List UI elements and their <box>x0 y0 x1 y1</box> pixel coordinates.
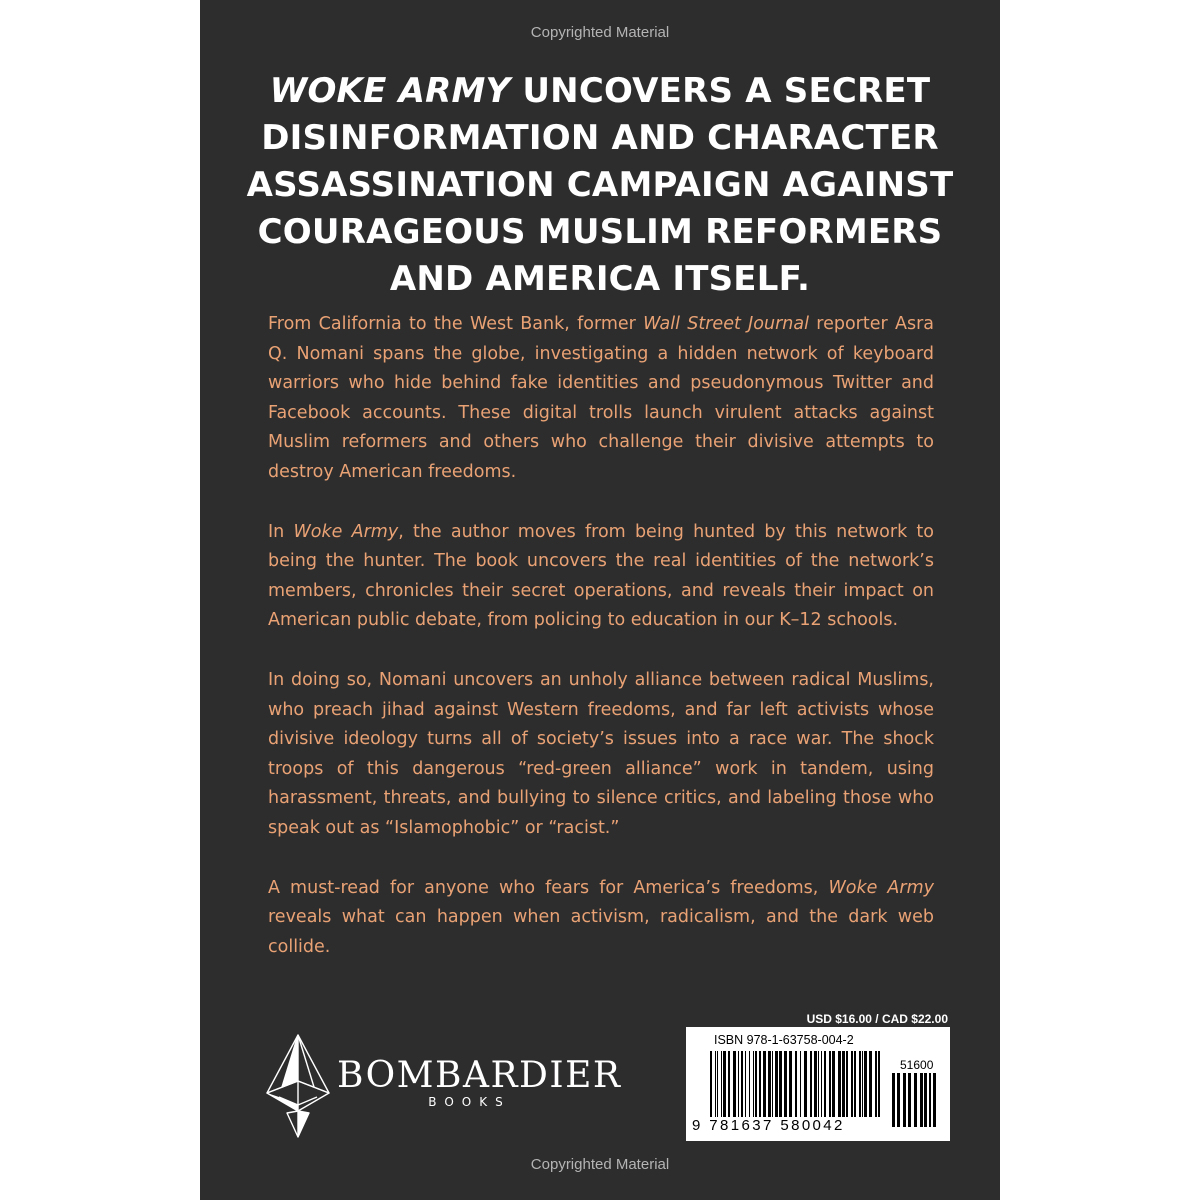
blurb-italic: Woke Army <box>293 521 399 542</box>
blurb <box>268 310 934 962</box>
headline-title: WOKE ARMY <box>269 71 511 111</box>
blurb-paragraph-3 <box>268 666 934 844</box>
blurb-text: In doing so, Nomani uncovers an unholy alliance between radical Muslims, who preach jihad against Western freedoms, and far left activists whose divisive ideology turns all of society’s issues into a race war. The shock troops of this dangerous “red-green alliance” work in tandem, using harassment, threats, and bullying to silence critics, and labeling those who speak out as “Islamophobic” or “racist.” <box>268 669 934 838</box>
blurb-text: A must-read for anyone who fears for America’s freedoms, <box>268 877 829 898</box>
book-back-cover <box>200 0 1000 1200</box>
headline <box>230 68 970 303</box>
blurb-italic: Woke Army <box>828 877 935 898</box>
barcode-panel <box>686 1027 950 1141</box>
blurb-text: reveals what can happen when activism, radicalism, and the dark web collide. <box>268 907 934 957</box>
blurb-text: In <box>268 521 294 542</box>
blurb-paragraph-4 <box>268 874 934 963</box>
watermark-bottom: Copyrighted Material <box>530 1156 670 1173</box>
isbn-label: ISBN 978-1-63758-004-2 <box>714 1033 854 1047</box>
barcode-addon-code: 51600 <box>900 1058 934 1072</box>
publisher-logo <box>265 1033 622 1145</box>
headline-text: UNCOVERS A SECRET DISINFORMATION AND CHARACTER ASSASSINATION CAMPAIGN AGAINST COURAGEOUS MUSLIM REFORMERS AND AMERICA ITSELF. <box>246 71 954 299</box>
blurb-text: reporter Asra Q. Nomani spans the globe, investigating a hidden network of keyboard warriors who hide behind fake identities and pseudonymous Twitter and Facebook accounts. These digital trolls launch virulent attacks against Muslim reformers and others who challenge their divisive attempts to destroy American freedoms. <box>268 314 934 482</box>
price-label: USD $16.00 / CAD $22.00 <box>806 1012 948 1026</box>
blurb-italic: Wall Street Journal <box>643 314 809 334</box>
watermark-top: Copyrighted Material <box>530 24 670 41</box>
barcode-digits: 9 781637 580042 <box>692 1117 845 1134</box>
publisher-imprint: BOOKS <box>428 1095 511 1109</box>
paper-plane-logo-icon <box>265 1033 331 1145</box>
blurb-paragraph-2 <box>268 518 934 636</box>
publisher-name: BOMBARDIER <box>337 1055 622 1096</box>
blurb-text: , the author moves from being hunted by this network to being the hunter. The book uncovers the real identities of the network’s members, chronicles their secret operations, and reveals their impact on American public debate, from policing to education in our K–12 schools. <box>268 521 935 631</box>
blurb-paragraph-1 <box>268 310 934 488</box>
blurb-text: From California to the West Bank, former <box>268 314 644 334</box>
